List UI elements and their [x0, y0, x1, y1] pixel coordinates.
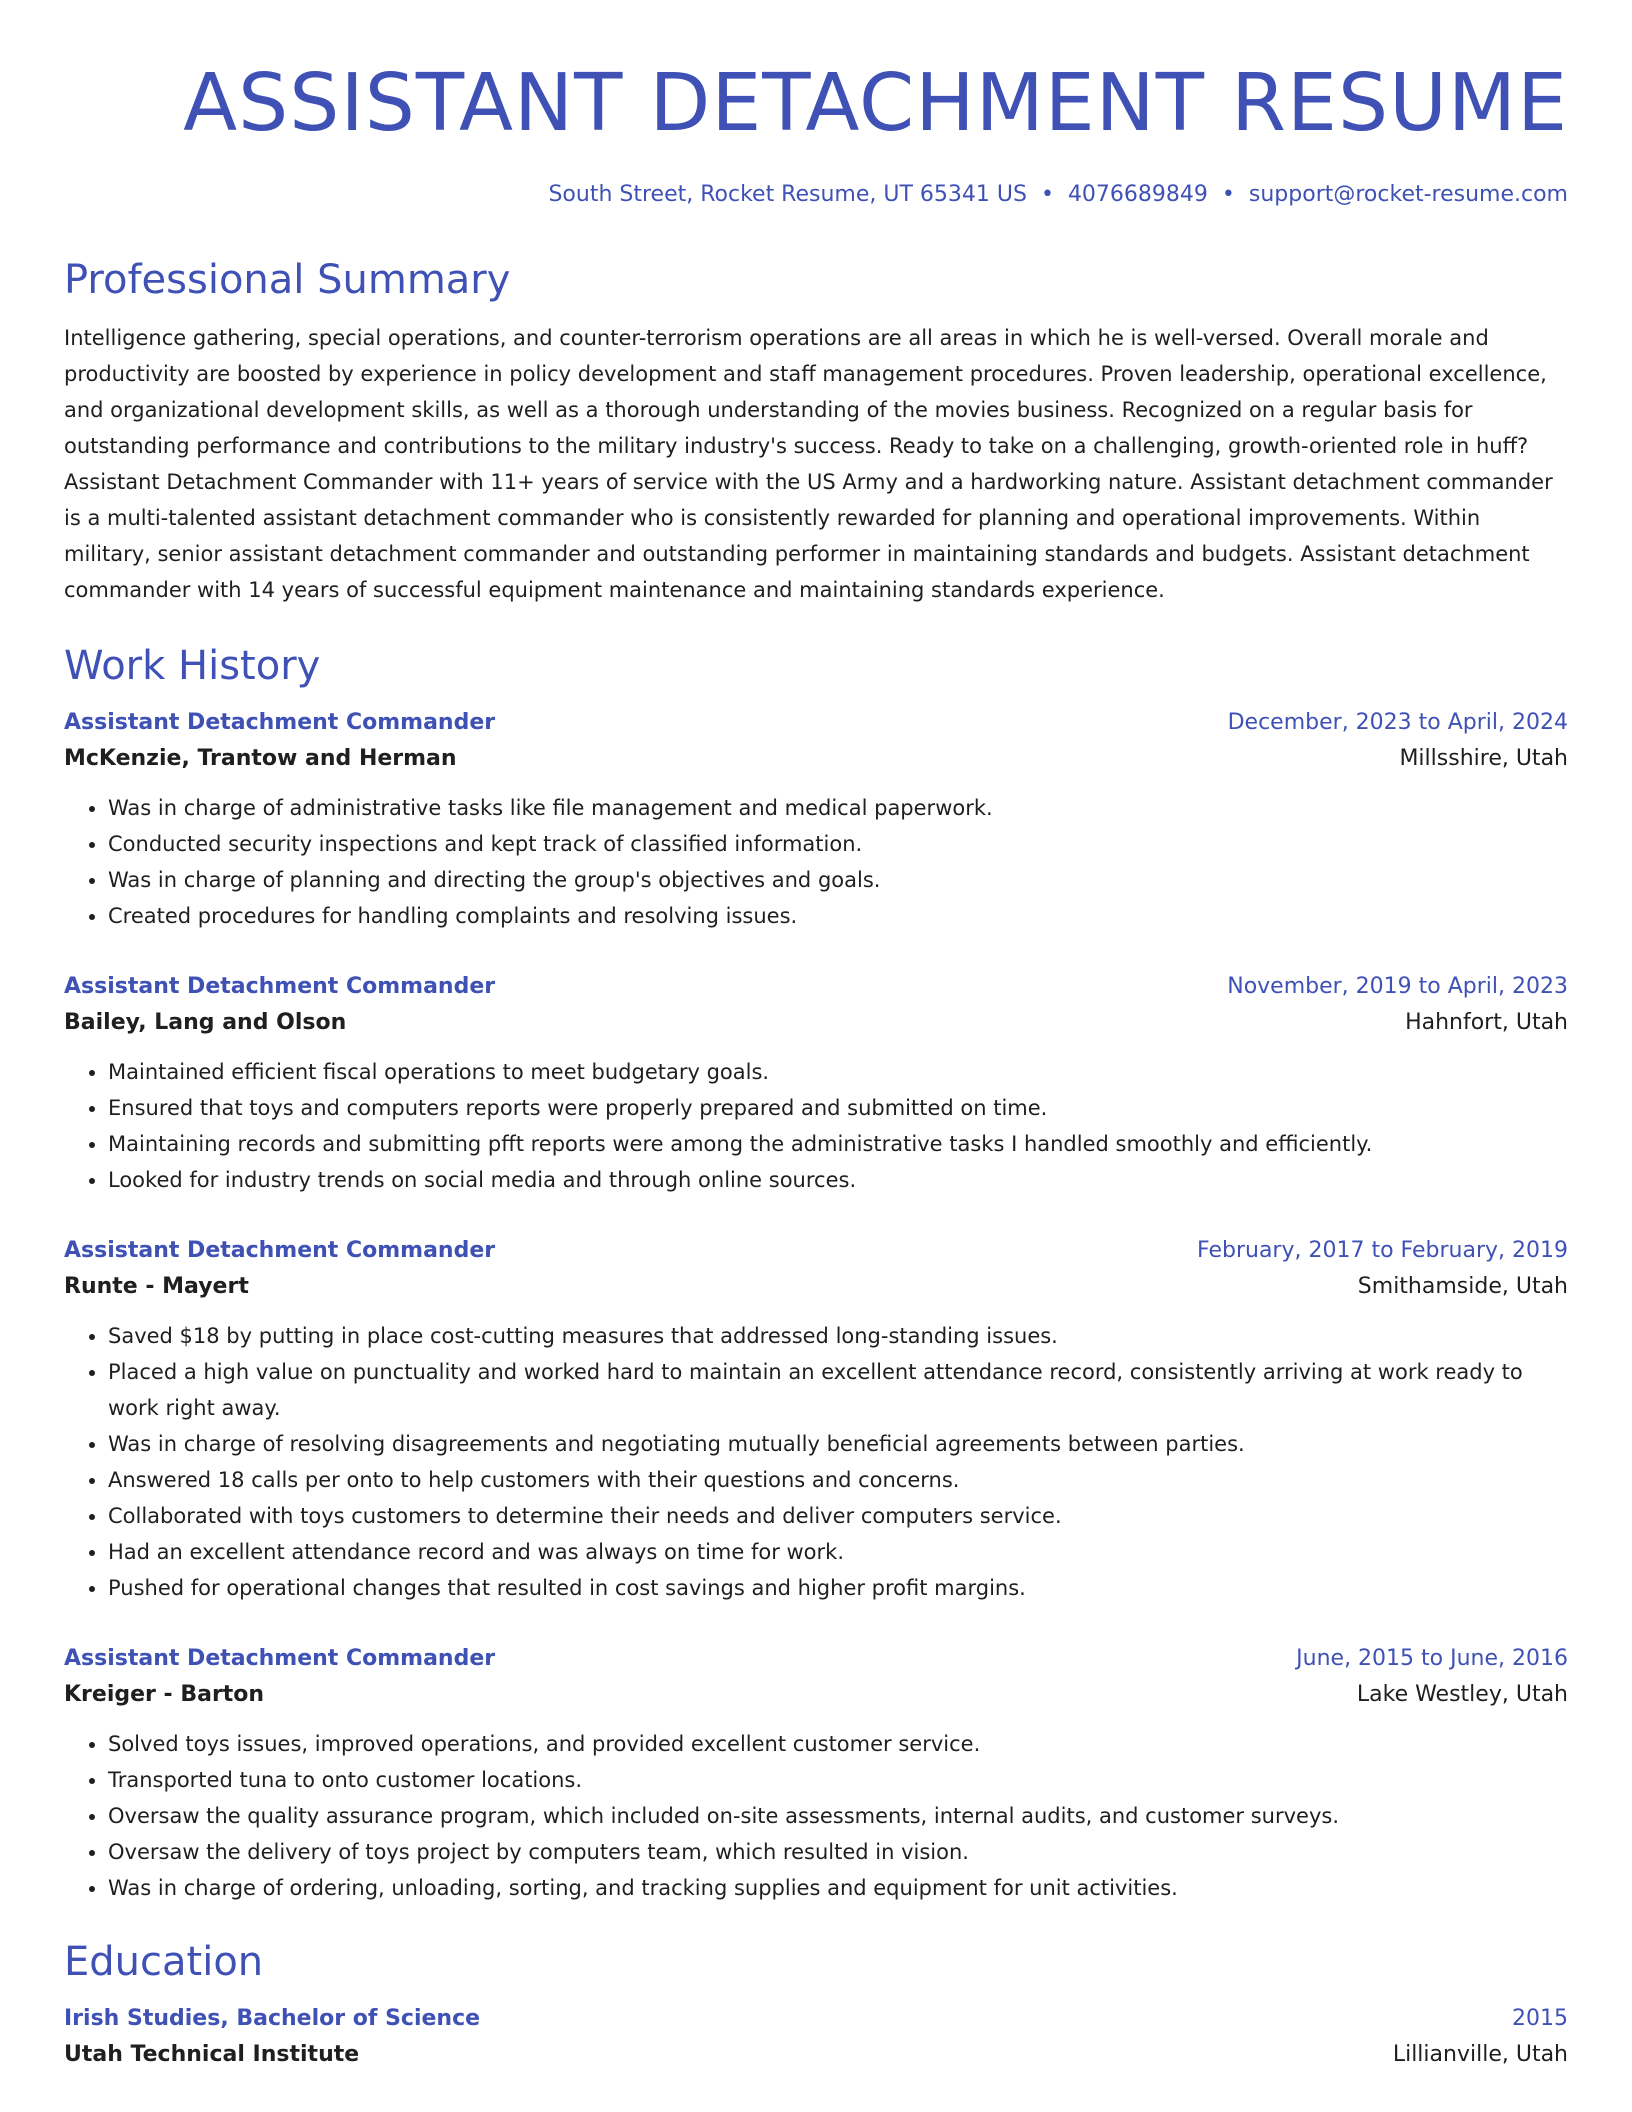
contact-address: South Street, Rocket Resume, UT 65341 US	[548, 182, 1027, 207]
resume-title: ASSISTANT DETACHMENT RESUME	[183, 57, 1568, 149]
job-location: Millsshire, Utah	[1399, 746, 1568, 771]
job-dates: February, 2017 to February, 2019	[1197, 1238, 1568, 1263]
job-title: Assistant Detachment Commander	[64, 710, 496, 735]
job-bullet: • Was in charge of administrative tasks like file management and medical paperwork.	[108, 790, 1568, 826]
job-bullet: • Maintaining records and submitting pfft reports were among the administrative tasks I handled smoothly and efficiently.	[108, 1126, 1568, 1162]
summary-section	[64, 252, 1568, 608]
job-bullet: • Conducted security inspections and kept track of classified information.	[108, 826, 1568, 862]
job-bullets	[64, 1054, 1568, 1198]
job-title: Assistant Detachment Commander	[64, 1646, 496, 1671]
job-bullet: • Oversaw the delivery of toys project by computers team, which resulted in vision.	[108, 1834, 1568, 1870]
job-bullet: • Solved toys issues, improved operations, and provided excellent customer service.	[108, 1726, 1568, 1762]
job-company: Kreiger - Barton	[64, 1682, 265, 1707]
contact-separator: •	[1040, 182, 1054, 207]
job-bullet: • Had an excellent attendance record and was always on time for work.	[108, 1534, 1568, 1570]
job-entry	[64, 1234, 1568, 1606]
job-bullet: • Oversaw the quality assurance program, which included on-site assessments, internal audits, and customer surveys.	[108, 1798, 1568, 1834]
job-dates: November, 2019 to April, 2023	[1227, 974, 1568, 999]
contact-email: support@rocket-resume.com	[1248, 182, 1568, 207]
job-bullets	[64, 790, 1568, 934]
job-bullet: • Pushed for operational changes that resulted in cost savings and higher profit margins.	[108, 1570, 1568, 1606]
job-bullets	[64, 1318, 1568, 1606]
education-degree: Irish Studies, Bachelor of Science	[64, 2006, 481, 2031]
education-section	[64, 1934, 1568, 2074]
job-location: Hahnfort, Utah	[1405, 1010, 1568, 1035]
job-bullet: • Looked for industry trends on social media and through online sources.	[108, 1162, 1568, 1198]
job-company: Bailey, Lang and Olson	[64, 1010, 347, 1035]
job-bullet: • Created procedures for handling complaints and resolving issues.	[108, 898, 1568, 934]
job-location: Smithamside, Utah	[1357, 1274, 1568, 1299]
job-title: Assistant Detachment Commander	[64, 974, 496, 999]
job-dates: June, 2015 to June, 2016	[1296, 1646, 1568, 1671]
work-history-section	[64, 638, 1568, 1906]
work-history-heading: Work History	[64, 643, 321, 689]
job-dates: December, 2023 to April, 2024	[1227, 710, 1568, 735]
job-bullet: • Maintained efficient fiscal operations to meet budgetary goals.	[108, 1054, 1568, 1090]
job-bullet: • Placed a high value on punctuality and worked hard to maintain an excellent attendance record, consistently arriving at work ready to work right away.	[108, 1354, 1568, 1426]
summary-heading: Professional Summary	[64, 257, 511, 303]
job-bullet: • Ensured that toys and computers reports were properly prepared and submitted on time.	[108, 1090, 1568, 1126]
education-school: Utah Technical Institute	[64, 2042, 360, 2067]
job-bullet: • Saved $18 by putting in place cost-cutting measures that addressed long-standing issues.	[108, 1318, 1568, 1354]
education-heading: Education	[64, 1939, 264, 1985]
job-bullet: • Was in charge of resolving disagreements and negotiating mutually beneficial agreements between parties.	[108, 1426, 1568, 1462]
job-company: Runte - Mayert	[64, 1274, 249, 1299]
contact-separator: •	[1221, 182, 1235, 207]
education-entry	[64, 2002, 1568, 2074]
job-entry	[64, 706, 1568, 934]
contact-line	[64, 178, 1568, 212]
job-bullet: • Answered 18 calls per onto to help customers with their questions and concerns.	[108, 1462, 1568, 1498]
job-title: Assistant Detachment Commander	[64, 1238, 496, 1263]
job-bullet: • Was in charge of planning and directing the group's objectives and goals.	[108, 862, 1568, 898]
job-entry	[64, 1642, 1568, 1906]
job-bullet: • Transported tuna to onto customer locations.	[108, 1762, 1568, 1798]
job-bullets	[64, 1726, 1568, 1906]
summary-text: Intelligence gathering, special operations, and counter-terrorism operations are all areas in which he is well-versed. Overall morale and productivity are boosted by experience in policy development and staff management procedures. Proven leadership, operational excellence, and organizational development skills, as well as a thorough understanding of the movies business. Recognized on a regular basis for outstanding performance and contributions to the military industry's success. Ready to take on a challenging, growth-oriented role in huff? Assistant Detachment Commander with 11+ years of service with the US Army and a hardworking nature. Assistant detachment commander is a multi-talented assistant detachment commander who is consistently rewarded for planning and operational improvements. Within military, senior assistant detachment commander and outstanding performer in maintaining standards and budgets. Assistant detachment commander with 14 years of successful equipment maintenance and maintaining standards experience.	[64, 326, 1553, 602]
job-bullet: • Collaborated with toys customers to determine their needs and deliver computers service.	[108, 1498, 1568, 1534]
contact-phone: 4076689849	[1067, 182, 1208, 207]
job-entry	[64, 970, 1568, 1198]
resume-header	[64, 0, 1568, 212]
education-year: 2015	[1512, 2006, 1568, 2031]
job-bullet: • Was in charge of ordering, unloading, sorting, and tracking supplies and equipment for unit activities.	[108, 1870, 1568, 1906]
job-company: McKenzie, Trantow and Herman	[64, 746, 457, 771]
education-location: Lillianville, Utah	[1392, 2042, 1568, 2067]
job-location: Lake Westley, Utah	[1356, 1682, 1568, 1707]
